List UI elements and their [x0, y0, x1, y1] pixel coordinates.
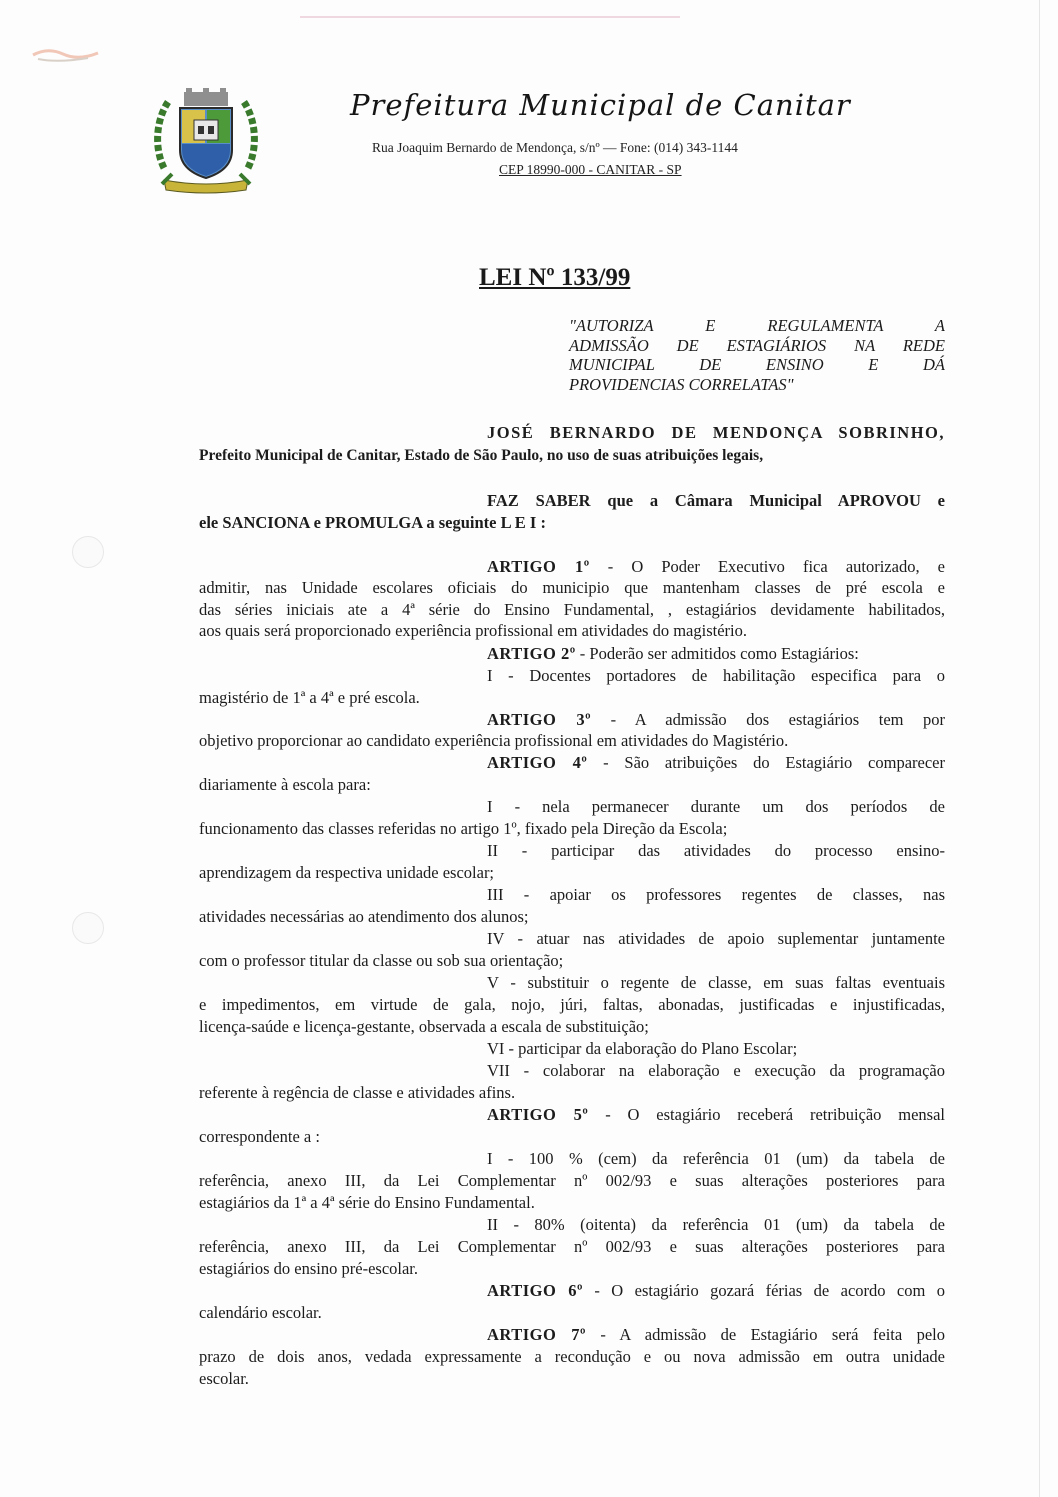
article-6	[487, 1281, 945, 1300]
article-label: ARTIGO 5º	[487, 1105, 589, 1124]
article-4	[487, 753, 945, 772]
article-4-item: V - substituir o regente de classe, em suas faltas eventuais	[487, 973, 945, 992]
article-7-line: escolar.	[199, 1369, 249, 1388]
article-4-line: diariamente à escola para:	[199, 775, 371, 794]
article-text: - Poderão ser admitidos como Estagiários:	[575, 644, 859, 663]
article-4-item: VII - colaborar na elaboração e execução da programação	[487, 1061, 945, 1080]
article-2-item: magistério de 1ª a 4ª e pré escola.	[199, 688, 420, 707]
article-2	[487, 644, 859, 663]
article-5-item: estagiários da 1ª a 4ª série do Ensino Fundamental.	[199, 1193, 535, 1212]
article-label: ARTIGO 2º	[487, 644, 576, 663]
enactment-clause-line2: ele SANCIONA e PROMULGA a seguinte L E I :	[199, 513, 546, 532]
article-1-line: aos quais será proporcionado experiência profissional em atividades do magistério.	[199, 621, 747, 640]
mayor-name: JOSÉ BERNARDO DE MENDONÇA SOBRINHO,	[487, 423, 945, 442]
article-6-line: calendário escolar.	[199, 1303, 322, 1322]
municipal-crest-icon	[150, 88, 262, 196]
article-label: ARTIGO 3º	[487, 710, 592, 729]
article-1-line: admitir, nas Unidade escolares oficiais do municipio que mantenham classes de pré escola e	[199, 578, 945, 597]
article-4-item: I - nela permanecer durante um dos períodos de	[487, 797, 945, 816]
law-summary-line: ADMISSÃO DE ESTAGIÁRIOS NA REDE	[569, 335, 945, 355]
article-4-item: referente à regência de classe e atividades afins.	[199, 1083, 516, 1102]
article-5-item: I - 100 % (cem) da referência 01 (um) da tabela de	[487, 1149, 945, 1168]
municipality-cep: CEP 18990-000 - CANITAR - SP	[499, 162, 682, 177]
enactment-clause: FAZ SABER que a Câmara Municipal APROVOU e	[487, 491, 945, 510]
article-4-item: e impedimentos, em virtude de gala, nojo, júri, faltas, abonadas, justificadas e injustificadas,	[199, 995, 945, 1014]
mayor-title: Prefeito Municipal de Canitar, Estado de São Paulo, no uso de suas atribuições legais,	[199, 447, 764, 464]
article-5-item: estagiários do ensino pré-escolar.	[199, 1259, 419, 1278]
law-title: LEI Nº 133/99	[479, 264, 631, 291]
article-text: - A admissão dos estagiários tem por	[591, 710, 945, 729]
article-label: ARTIGO 4º	[487, 753, 588, 772]
scan-smudge	[28, 45, 118, 65]
article-4-item: III - apoiar os professores regentes de classes, nas	[487, 885, 945, 904]
article-1	[487, 557, 945, 576]
article-3-line: objetivo proporcionar ao candidato experiência profissional em atividades do Magistério.	[199, 731, 789, 750]
article-text: - O estagiário receberá retribuição mensal	[588, 1105, 946, 1124]
article-5	[487, 1105, 945, 1124]
law-summary-line: PROVIDENCIAS CORRELATAS"	[569, 374, 794, 394]
law-summary-line: MUNICIPAL DE ENSINO E DÁ	[569, 355, 945, 374]
article-4-item: aprendizagem da respectiva unidade escolar;	[199, 863, 495, 882]
article-2-item: I - Docentes portadores de habilitação especifica para o	[487, 666, 945, 685]
article-4-item: II - participar das atividades do processo ensino-	[487, 841, 945, 860]
article-7-line: prazo de dois anos, vedada expressamente a recondução e ou nova admissão em outra unidade	[199, 1347, 945, 1366]
scan-edge	[1039, 0, 1040, 1497]
article-label: ARTIGO 7º	[487, 1325, 586, 1344]
article-5-item: referência, anexo III, da Lei Complementar nº 002/93 e suas alterações posteriores para	[199, 1237, 945, 1256]
article-5-item: referência, anexo III, da Lei Complementar nº 002/93 e suas alterações posteriores para	[199, 1171, 945, 1190]
article-text: - São atribuições do Estagiário comparecer	[587, 753, 945, 772]
law-summary	[569, 316, 945, 394]
municipality-address: Rua Joaquim Bernardo de Mendonça, s/nº — Fone: (014) 343-1144	[372, 140, 738, 155]
punch-hole	[72, 536, 104, 568]
municipality-title: Prefeitura Municipal de Canitar	[350, 88, 851, 122]
article-5-line: correspondente a :	[199, 1127, 320, 1146]
scan-mark	[300, 16, 680, 18]
article-4-item: IV - atuar nas atividades de apoio suplementar juntamente	[487, 929, 945, 948]
article-4-item: licença-saúde e licença-gestante, observada a escala de substituição;	[199, 1017, 649, 1036]
article-3	[487, 710, 945, 729]
article-text: - O Poder Executivo fica autorizado, e	[589, 557, 946, 576]
article-text: - A admissão de Estagiário será feita pelo	[585, 1325, 946, 1344]
article-label: ARTIGO 1º	[487, 557, 590, 576]
article-text: - O estagiário gozará férias de acordo com o	[582, 1281, 946, 1300]
article-4-item: funcionamento das classes referidas no artigo 1º, fixado pela Direção da Escola;	[199, 819, 728, 838]
article-7	[487, 1325, 945, 1344]
law-summary-line: "AUTORIZA E REGULAMENTA A	[569, 316, 945, 335]
article-label: ARTIGO 6º	[487, 1281, 583, 1300]
article-1-line: das séries iniciais ate a 4ª série do Ensino Fundamental, , estagiários devidamente habilitados,	[199, 600, 945, 619]
article-4-item: atividades necessárias ao atendimento dos alunos;	[199, 907, 529, 926]
article-4-item: VI - participar da elaboração do Plano Escolar;	[487, 1039, 798, 1058]
article-4-item: com o professor titular da classe ou sob sua orientação;	[199, 951, 564, 970]
punch-hole	[72, 912, 104, 944]
article-5-item: II - 80% (oitenta) da referência 01 (um) da tabela de	[487, 1215, 945, 1234]
